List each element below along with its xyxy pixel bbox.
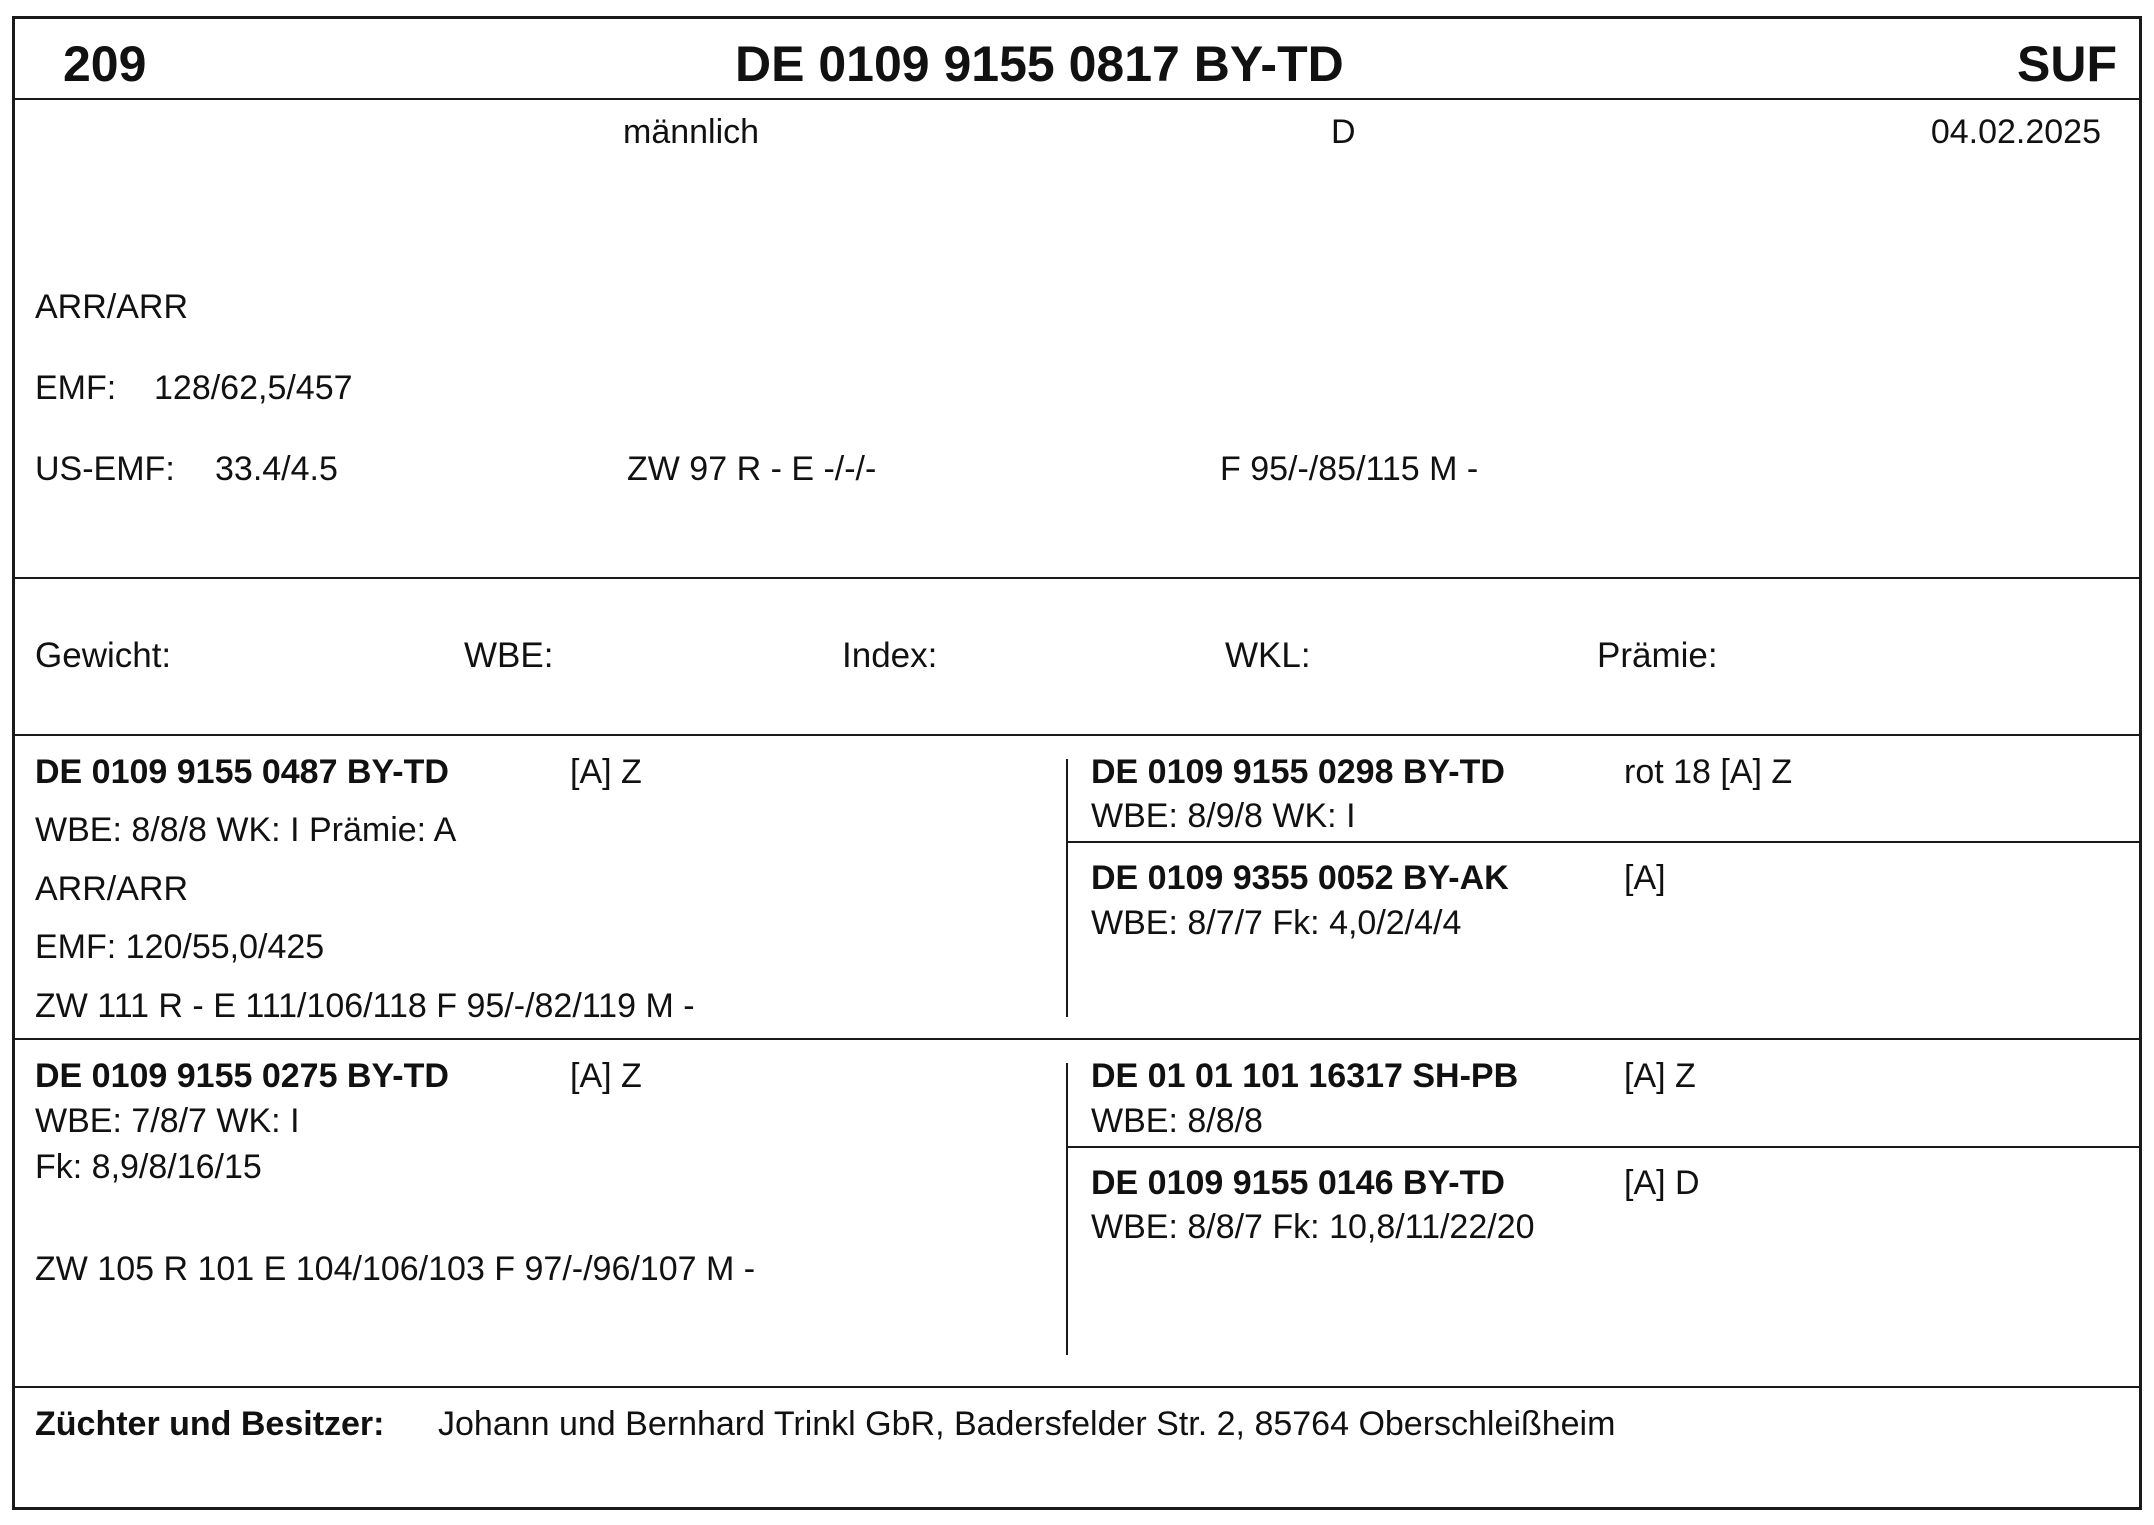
- dam-fk: Fk: 8,9/8/16/15: [35, 1148, 262, 1186]
- wbe-label: WBE:: [464, 636, 554, 675]
- dam-zw: ZW 105 R 101 E 104/106/103 F 97/-/96/107 M -: [35, 1250, 756, 1288]
- sire-dam-wbe: WBE: 8/7/7 Fk: 4,0/2/4/4: [1091, 904, 1462, 942]
- sire-id: DE 0109 9155 0487 BY-TD: [35, 753, 449, 791]
- dam-sire-wbe: WBE: 8/8/8: [1091, 1102, 1263, 1140]
- dam-sire-id: DE 01 01 101 16317 SH-PB: [1091, 1057, 1519, 1095]
- sire-tags: [A] Z: [570, 753, 642, 791]
- dam-parents-divider: [1068, 1146, 2139, 1148]
- animal-id: DE 0109 9155 0817 BY-TD: [735, 36, 1344, 92]
- genotype: ARR/ARR: [35, 288, 189, 326]
- sire-dam-section-divider: [15, 1038, 2139, 1040]
- dam-sire-tags: [A] Z: [1624, 1057, 1696, 1095]
- index-label: Index:: [842, 636, 938, 675]
- us-emf-value: 33.4/4.5: [215, 450, 338, 488]
- breeder-owner-label: Züchter und Besitzer:: [35, 1405, 385, 1443]
- breed-code: SUF: [2017, 36, 2117, 92]
- dam-id: DE 0109 9155 0275 BY-TD: [35, 1057, 449, 1095]
- info-divider: [15, 577, 2139, 579]
- labels-divider: [15, 734, 2139, 736]
- sire-zw: ZW 111 R - E 111/106/118 F 95/-/82/119 M -: [35, 987, 695, 1025]
- dam-dam-wbe: WBE: 8/8/7 Fk: 10,8/11/22/20: [1091, 1208, 1535, 1246]
- sire-column-divider: [1066, 759, 1068, 1017]
- header-divider: [15, 98, 2139, 100]
- emf-value: 128/62,5/457: [154, 369, 353, 407]
- sire-sire-wbe: WBE: 8/9/8 WK: I: [1091, 797, 1356, 835]
- sire-emf: EMF: 120/55,0/425: [35, 928, 325, 966]
- sire-parents-divider: [1068, 841, 2139, 843]
- dam-wbe: WBE: 7/8/7 WK: I: [35, 1102, 300, 1140]
- dam-tags: [A] Z: [570, 1057, 642, 1095]
- zw-value: ZW 97 R - E -/-/-: [627, 450, 877, 488]
- dam-column-divider: [1066, 1063, 1068, 1355]
- dam-dam-tags: [A] D: [1624, 1164, 1700, 1202]
- wkl-label: WKL:: [1225, 636, 1311, 675]
- gewicht-label: Gewicht:: [35, 636, 172, 675]
- catalog-number: 209: [63, 36, 147, 92]
- sire-dam-tags: [A]: [1624, 859, 1666, 897]
- dam-dam-id: DE 0109 9155 0146 BY-TD: [1091, 1164, 1505, 1202]
- code: D: [1331, 113, 1356, 151]
- footer-divider: [15, 1386, 2139, 1388]
- f-value: F 95/-/85/115 M -: [1220, 450, 1479, 488]
- pedigree-card: [12, 16, 2142, 1510]
- emf-label: EMF:: [35, 369, 117, 407]
- birth-date: 04.02.2025: [1930, 113, 2101, 151]
- sire-sire-id: DE 0109 9155 0298 BY-TD: [1091, 753, 1505, 791]
- sex: männlich: [623, 113, 760, 151]
- sire-dam-id: DE 0109 9355 0052 BY-AK: [1091, 859, 1509, 897]
- praemie-label: Prämie:: [1597, 636, 1718, 675]
- us-emf-label: US-EMF:: [35, 450, 175, 488]
- sire-genotype: ARR/ARR: [35, 870, 189, 908]
- sire-sire-tags: rot 18 [A] Z: [1624, 753, 1793, 791]
- breeder-owner-value: Johann und Bernhard Trinkl GbR, Badersfelder Str. 2, 85764 Oberschleißheim: [438, 1405, 1616, 1443]
- sire-wbe: WBE: 8/8/8 WK: I Prämie: A: [35, 811, 457, 849]
